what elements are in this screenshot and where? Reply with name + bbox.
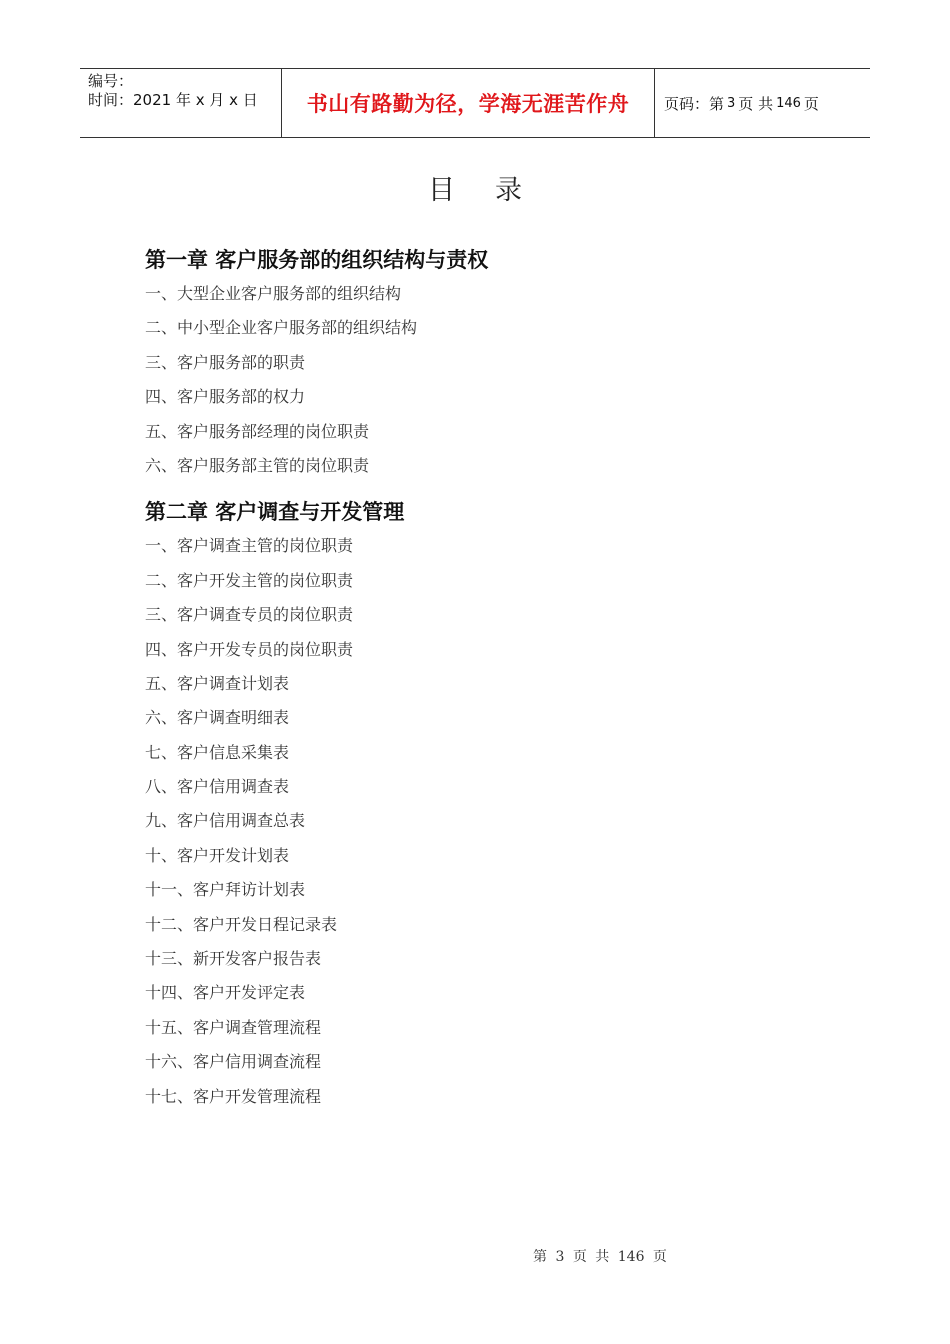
page-mid: 页 共 xyxy=(738,94,774,113)
toc-entry[interactable]: 二、中小型企业客户服务部的组织结构 xyxy=(145,318,418,338)
toc-entry[interactable]: 十六、客户信用调查流程 xyxy=(145,1052,322,1072)
toc-entry[interactable]: 一、客户调查主管的岗位职责 xyxy=(145,536,354,556)
toc-entry[interactable]: 一、大型企业客户服务部的组织结构 xyxy=(145,284,402,303)
chapter-heading[interactable]: 第一章 客户服务部的组织结构与责权 xyxy=(145,248,489,272)
motto: 书山有路勤为径，学海无涯苦作舟 xyxy=(306,92,630,116)
toc-entry[interactable]: 十七、客户开发管理流程 xyxy=(145,1086,322,1106)
page-current: 3 xyxy=(727,95,736,111)
toc-entry[interactable]: 九、客户信用调查总表 xyxy=(145,811,306,831)
toc-entry[interactable]: 十三、新开发客户报告表 xyxy=(145,949,322,969)
page-suffix: 页 xyxy=(803,94,819,113)
toc-entry[interactable]: 三、客户服务部的职责 xyxy=(145,352,306,372)
chapter-heading[interactable]: 第二章 客户调查与开发管理 xyxy=(145,500,405,525)
toc-entry[interactable]: 十二、客户开发日程记录表 xyxy=(145,914,338,934)
toc-entry[interactable]: 五、客户调查计划表 xyxy=(145,673,290,693)
toc-entry[interactable]: 二、客户开发主管的岗位职责 xyxy=(145,570,354,590)
toc-entry[interactable]: 十、客户开发计划表 xyxy=(145,845,290,865)
number-label: 编号： xyxy=(88,72,134,90)
page-footer: 第 3 页 共 146 页 xyxy=(533,1249,667,1265)
page-header xyxy=(80,68,870,138)
toc-entry[interactable]: 五、客户服务部经理的岗位职责 xyxy=(145,421,370,441)
header-motto-cell xyxy=(282,69,655,137)
toc-entry[interactable]: 六、客户调查明细表 xyxy=(145,708,290,728)
toc-entry[interactable]: 四、客户服务部的权力 xyxy=(145,387,306,407)
page-prefix: 页码：第 xyxy=(664,94,725,113)
toc-entry[interactable]: 六、客户服务部主管的岗位职责 xyxy=(145,455,370,475)
toc-entry[interactable]: 十五、客户调查管理流程 xyxy=(145,1017,322,1037)
page-title: 目录 xyxy=(428,175,562,206)
toc-entry[interactable]: 四、客户开发专员的岗位职责 xyxy=(145,639,354,659)
page-total: 146 xyxy=(776,95,801,111)
table-of-contents xyxy=(145,243,845,1114)
header-meta xyxy=(80,69,282,137)
time-label: 时间：2021 年 x 月 x 日 xyxy=(88,91,258,109)
chapter-spacer xyxy=(145,483,845,495)
toc-entry[interactable]: 三、客户调查专员的岗位职责 xyxy=(145,605,354,625)
toc-entry[interactable]: 十四、客户开发评定表 xyxy=(145,983,306,1003)
toc-entry[interactable]: 十一、客户拜访计划表 xyxy=(145,880,306,900)
header-page-info xyxy=(655,69,870,137)
toc-entry[interactable]: 七、客户信息采集表 xyxy=(145,742,290,762)
toc-entry[interactable]: 八、客户信用调查表 xyxy=(145,777,290,797)
